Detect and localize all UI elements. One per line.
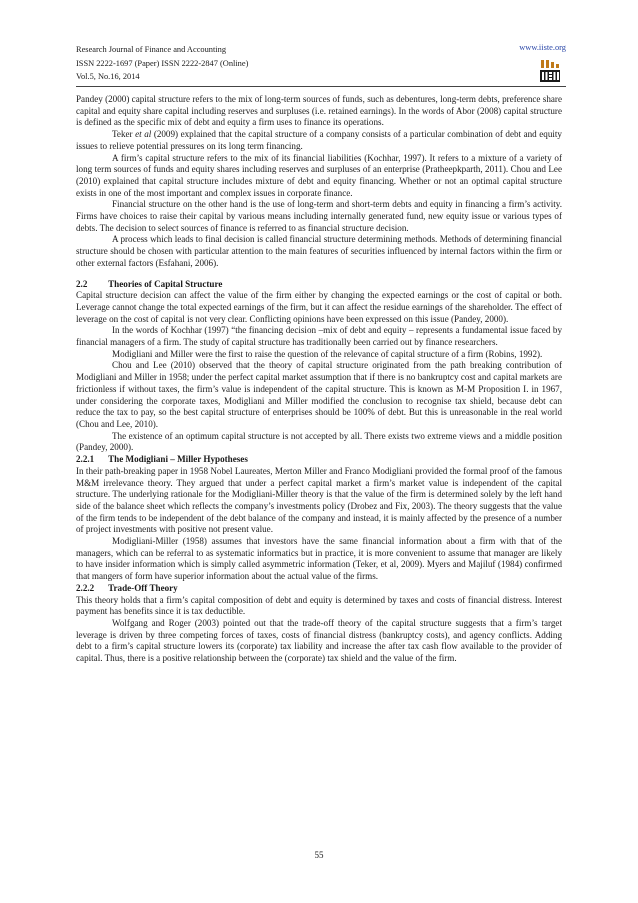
paragraph: Pandey (2000) capital structure refers to the mix of long-term sources of funds, such as debentures, long-term debts, preference share capital and equity share capital including reserves and surpluses (i.e. retained earnings). In the words of Abor (2008) capital structure is defined as the specific mix of debt and equity a firm uses to finance its operations.: [76, 94, 562, 128]
spacer: [76, 270, 562, 279]
page-number: 55: [314, 850, 324, 860]
journal-title: Research Journal of Finance and Accounting: [76, 45, 227, 54]
section-title: The Modigliani – Miller Hypotheses: [108, 454, 248, 465]
article-body: [76, 94, 562, 665]
paragraph: The existence of an optimum capital structure is not accepted by all. There exists two extreme views and a middle position (Pandey, 2000).: [76, 430, 562, 453]
paragraph: A process which leads to final decision is called financial structure determining methods. Methods of determining financial structure should be chosen with particular attention to the main features of securities influenced by internal factors within the firm or other external factors (Esfahani, 2006).: [76, 234, 562, 268]
paragraph: Financial structure on the other hand is the use of long-term and short-term debts and equity in financing a firm’s activity. Firms have choices to raise their capital by various means including internally generated fund, new equity issue or various types of debts. The decision to select sources of finance is referred to as financial structure decision.: [76, 199, 562, 233]
page-header: [76, 43, 248, 84]
section-heading-2-2-1: [76, 454, 562, 466]
section-number: 2.2.1: [76, 454, 95, 465]
section-heading-2-2: [76, 279, 562, 291]
paragraph: This theory holds that a firm’s capital composition of debt and equity is determined by taxes and costs of financial distress. Interest payment has benefits since it is tax deductible.: [76, 594, 562, 617]
section-heading-2-2-2: [76, 583, 562, 595]
section-title: Theories of Capital Structure: [108, 278, 223, 289]
paragraph: Modigliani-Miller (1958) assumes that investors have the same financial information about a firm with that of the managers, which can be referral to as systematic informatics but in practice, it is more convenient to assume that manager are likely to have insider information which is simply called asymmetric information (Teker, et al, 2009). Myers and Majiluf (1984) confirmed that mangers of form have superior information about the actual value of the firms.: [76, 536, 562, 582]
iiste-logo-icon: [538, 57, 562, 85]
section-title: Trade-Off Theory: [108, 582, 178, 593]
paragraph: In the words of Kochhar (1997) “the financing decision –mix of debt and equity – represents a fundamental issue faced by financial managers of a firm. The study of capital structure has traditionally been carried out by finance researchers.: [76, 325, 562, 348]
teker-text: (2009) explained that the capital structure of a company consists of a particular combination of debt and equity issues to relieve potential pressures on its long term financing.: [76, 129, 562, 151]
issn-line: ISSN 2222-1697 (Paper) ISSN 2222-2847 (Online): [76, 58, 249, 68]
teker-etal: et al: [135, 129, 152, 140]
paragraph: Wolfgang and Roger (2003) pointed out that the trade-off theory of the capital structure suggests that a firm’s target leverage is driven by three competing forces of taxes, costs of financial distress (bankruptcy costs), and agency conflicts. Adding debt to a firm’s capital structure lowers its (corporate) tax liability and increase the after tax cash flow available to the provider of capital. Thus, there is a positive relationship between the (corporate) tax shield and the value of the firm.: [76, 617, 562, 664]
journal-url-link[interactable]: www.iiste.org: [519, 43, 566, 52]
teker-name: Teker: [112, 129, 133, 140]
paragraph: Chou and Lee (2010) observed that the theory of capital structure originated from the path breaking contribution of Modigliani and Miller in 1958; under the perfect capital market assumption that if there is no bankruptcy cost and capital markets are frictionless if without taxes, the firm’s value is independent of the capital structure. This is known as M-M Proposition I. in 1967, under considering the corporate taxes, Modigliani and Miller modified the conclusion to recognise tax shield, because debt can reduce the tax to pay, so the best capital structure of enterprises should be 100% of debt. But this is unreasonable in the real world (Chou and Lee, 2010).: [76, 360, 562, 429]
section-number: 2.2: [76, 278, 88, 289]
paragraph: Capital structure decision can affect the value of the firm either by changing the expected earnings or the cost of capital or both. Leverage cannot change the total expected earnings of the firm, but it can affect the residue earnings of the shareholder. The effect of leverage on the cost of capital is not very clear. Conflicting opinions have been expressed on this issue (Pandey, 2000).: [76, 290, 562, 324]
header-divider: [76, 86, 566, 87]
paragraph: Modigliani and Miller were the first to raise the question of the relevance of capital structure of a firm (Robins, 1992).: [112, 348, 543, 359]
paragraph-teker: [76, 129, 562, 152]
section-number: 2.2.2: [76, 582, 95, 593]
volume-line: Vol.5, No.16, 2014: [76, 72, 140, 82]
paragraph: In their path-breaking paper in 1958 Nobel Laureates, Merton Miller and Franco Modigliani provided the formal proof of the famous M&M irrelevance theory. They argued that under a perfect capital market a firm’s market value is independent of the capital structure. The underlying rationale for the Modigliani-Miller theory is that the value of the firm is determined solely by the left hand side of the balance sheet which reflects the company’s investments policy (Drobez and Fix, 2003). The theory suggests that the value of the firm tends to be independent of the debt balance of the company and instead, it is mainly affected by the presence of a number of project investments with positive not present value.: [76, 465, 562, 535]
paragraph: A firm’s capital structure refers to the mix of its financial liabilities (Kochhar, 1997). It refers to a mixture of a variety of long term sources of funds and equity shares including reserves and surpluses of an enterprise (Pratheepkparth, 2011). Chou and Lee (2010) explained that capital structure includes mixture of debt and equity financing. Whether or not an optimal capital structure exists in one of the most important and complex issues in corporate finance.: [76, 152, 562, 198]
